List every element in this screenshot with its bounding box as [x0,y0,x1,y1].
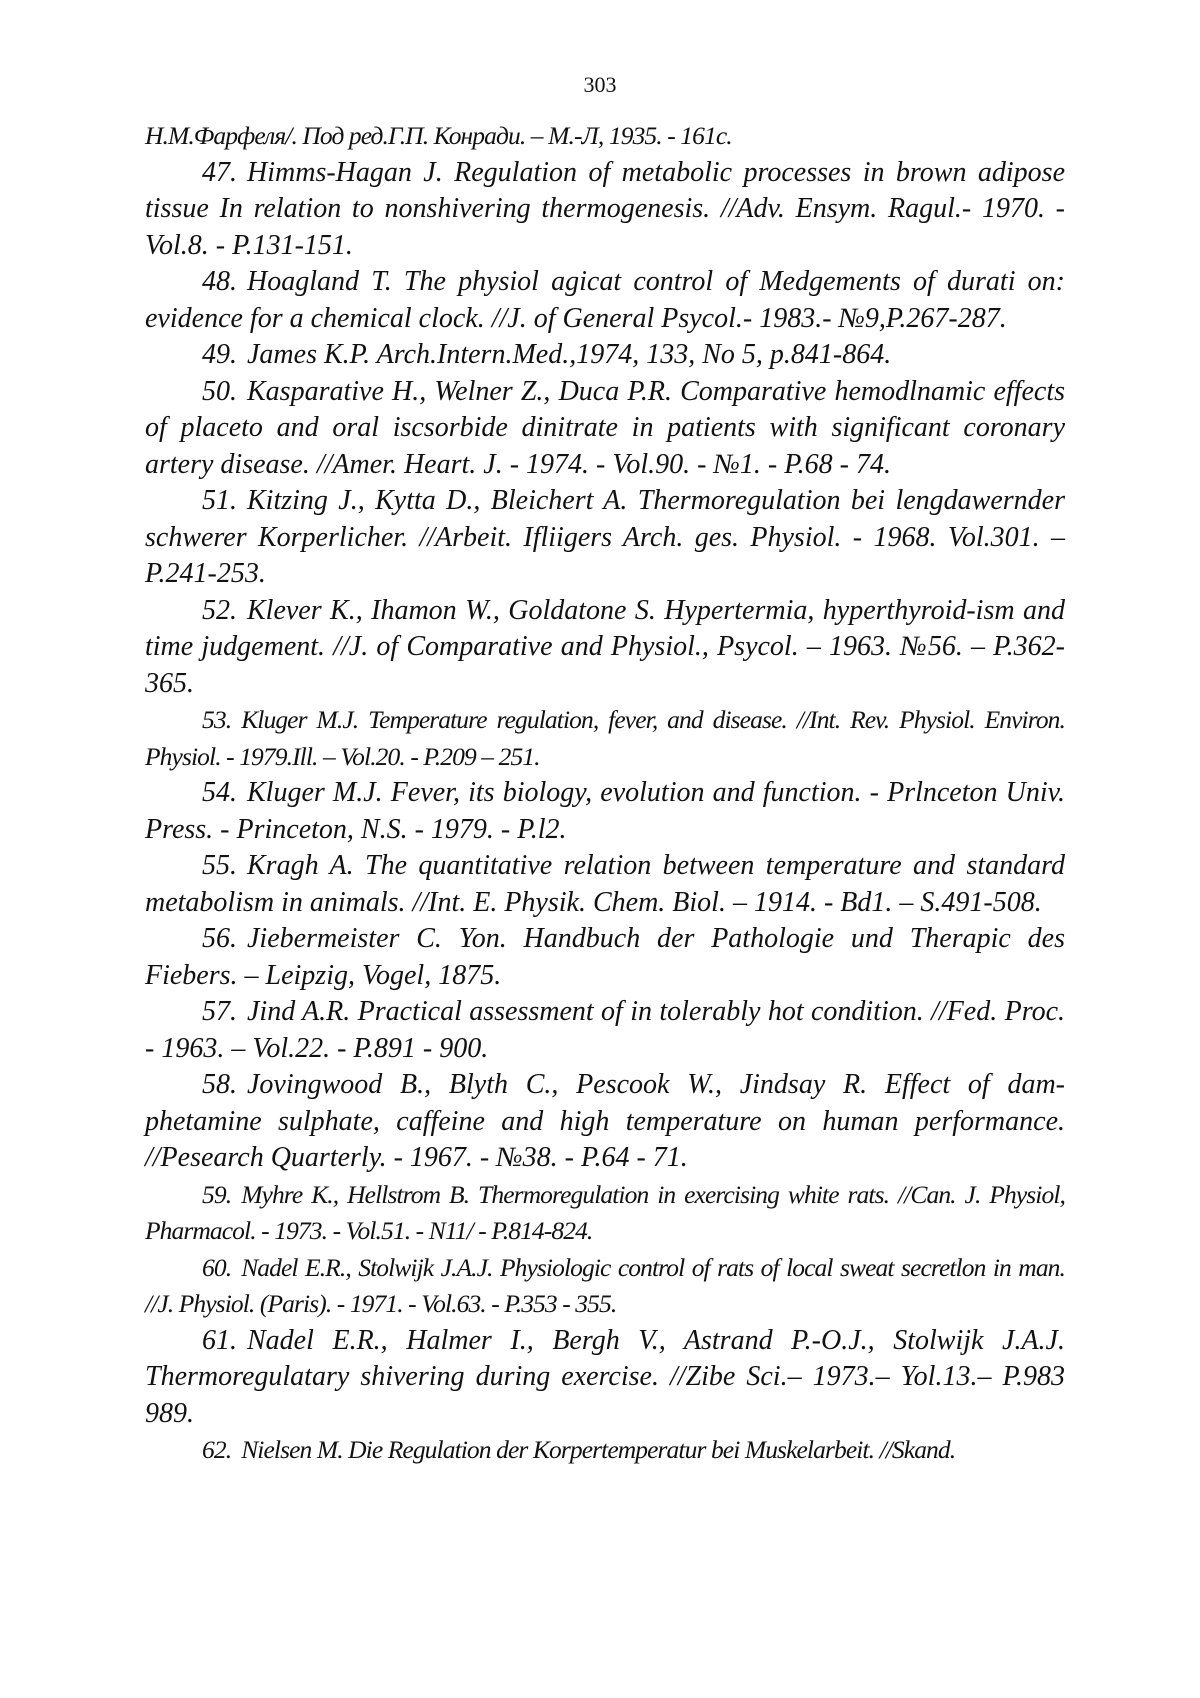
reference-item [145,1177,1065,1250]
reference-text: Nielsen M. Die Regulation der Korpertemperatur bei Muskelarbeit. //Skand. [241,1435,956,1464]
reference-text: Kasparative H., Welner Z., Duca P.R. Comparative hemodlnamic effects of placeto and oral iscsorbide dinitrate in patients with significant coronary artery disease. //Amer. Heart. J. - 1974. - Vol.90. - №1. - P.68 - 74. [145,375,1065,480]
reference-text: Н.М.Фарфеля/. Под ред.Г.П. Конради. – М.-Л, 1935. - 161с. [145,121,732,150]
reference-number: 54. [202,777,237,808]
reference-text: James K.P. Arch.Intern.Med.,1974, 133, No 5, p.841-864. [247,339,892,370]
reference-text: Jovingwood B., Blyth C., Pescook W., Jindsay R. Effect of dam-phetamine sulphate, caffeine and high temperature on human performance. //Pesearch Quarterly. - 1967. - №38. - P.64 - 71. [145,1069,1065,1173]
reference-text: Kragh A. The quantitative relation between temperature and standard metabolism in animals. //Int. E. Physik. Chem. Biol. – 1914. - Bd1. – S.491-508. [145,850,1065,918]
reference-number: 62. [202,1435,232,1464]
reference-list [145,118,1065,1469]
reference-text: Nadel E.R., Stolwijk J.A.J. Physiologic control of rats of local sweat secretlon in man. //J. Physiol. (Paris). - 1971. - Vol.63. - P.353 - 355. [145,1252,1065,1318]
reference-item [145,155,1065,265]
reference-text: Himms-Hagan J. Regulation of metabolic processes in brown adipose tissue In relation to nonshivering thermogenesis. //Adv. Ensym. Ragul.- 1970. - Vol.8. - P.131-151. [145,156,1065,261]
reference-item [145,848,1065,921]
reference-number: 49. [202,339,237,370]
reference-number: 59. [202,1179,232,1209]
reference-item [145,483,1065,593]
reference-number: 51. [202,485,237,516]
reference-number: 48. [202,266,237,297]
reference-item [145,264,1065,337]
reference-item [145,1067,1065,1177]
reference-number: 52. [202,594,237,626]
reference-text: Jind A.R. Practical assessment of in tolerably hot condition. //Fed. Proc. - 1963. – Vol.22. - P.891 - 900. [145,996,1065,1064]
reference-item [145,1432,1065,1469]
reference-item [145,593,1065,703]
reference-item [145,1323,1065,1433]
reference-number: 47. [202,156,237,188]
reference-text: Kluger M.J. Fever, its biology, evolution and function. - Prlnceton Univ. Press. - Princeton, N.S. - 1979. - P.l2. [145,777,1065,845]
reference-number: 60. [202,1252,232,1282]
reference-text: Klever K., Ihamon W., Goldatone S. Hypertermia, hyperthyroid-ism and time judgement. //J. of Comparative and Physiol., Psycol. – 1963. №56. – P.362-365. [145,594,1065,699]
reference-text: Hoagland T. The physiol agicat control of Medgements of durati on: evidence for a chemical clock. //J. of General Psycol.- 1983.- №9,P.267-287. [145,266,1065,334]
reference-item [145,118,1065,155]
reference-text: Kluger M.J. Temperature regulation, fever, and disease. //Int. Rev. Physiol. Environ. Physiol. - 1979.Ill. – Vol.20. - P.209 – 251. [145,705,1065,771]
reference-number: 50. [202,375,237,407]
reference-item [145,921,1065,994]
page-number: 303 [583,72,617,97]
reference-item [145,702,1065,775]
reference-item [145,337,1065,374]
reference-number: 53. [202,705,232,734]
reference-number: 55. [202,850,237,881]
reference-text: Nadel E.R., Halmer I., Bergh V., Astrand P.-O.J., Stolwijk J.A.J. Thermoregulatary shivering during exercise. //Zibe Sci.– 1973.– Yol.13.– P.983 989. [145,1324,1065,1429]
reference-text: Kitzing J., Kytta D., Bleichert A. Thermoregulation bei lengdawernder schwerer Korperlicher. //Arbeit. Ifliigers Arch. ges. Physiol. - 1968. Vol.301. – P.241-253. [145,485,1065,589]
reference-text: Myhre K., Hellstrom B. Thermoregulation in exercising white rats. //Can. J. Physiol, Pharmacol. - 1973. - Vol.51. - N11/ - P.814-824. [145,1179,1065,1245]
reference-item [145,1250,1065,1323]
reference-item [145,994,1065,1067]
reference-number: 58. [202,1069,237,1100]
reference-item [145,775,1065,848]
reference-number: 61. [202,1324,237,1356]
reference-number: 57. [202,996,237,1027]
reference-text: Jiebermeister C. Yon. Handbuch der Pathologie und Therapic des Fiebers. – Leipzig, Vogel, 1875. [145,923,1065,991]
reference-item [145,374,1065,484]
reference-number: 56. [202,923,237,954]
